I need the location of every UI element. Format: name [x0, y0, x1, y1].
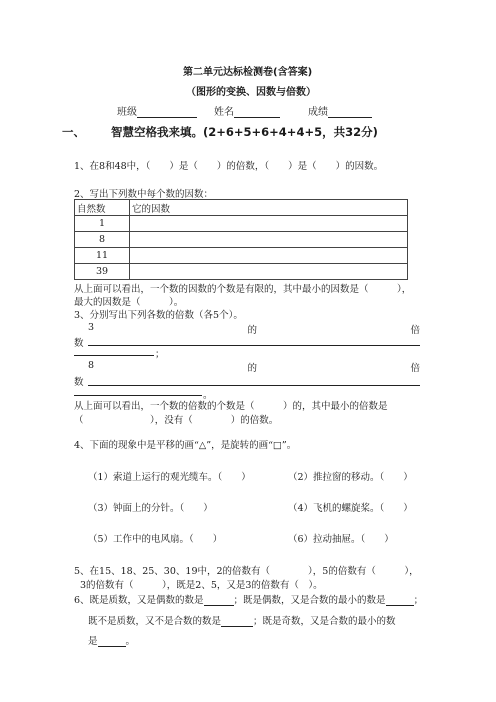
score-blank[interactable]: [328, 107, 372, 118]
question-5-line-2: 3的倍数有（ ），既是2、5，又是3的倍数有（ ）。: [80, 580, 323, 591]
q6-text-2a: 既不是质数，又不是合数的数是: [88, 616, 222, 627]
q4-item-2: （2）推拉窗的移动。（ ）: [288, 472, 413, 483]
row-number: 8: [75, 232, 130, 248]
q6-text-1c: ；: [413, 595, 424, 606]
factors-table: [74, 199, 408, 280]
multiples-8-answer-line-2[interactable]: [74, 395, 202, 396]
multiples-3-number: 3: [88, 322, 95, 333]
multiples-8-shu: 数: [74, 377, 84, 388]
question-2-conclusion-2: 最大的因数是（ ）。: [74, 297, 184, 308]
multiples-of-8-row: [88, 360, 420, 374]
multiples-3-answer-line-2[interactable]: [74, 355, 154, 356]
table-row: [75, 232, 408, 248]
factor-answer-cell[interactable]: [130, 248, 408, 264]
table-row: [75, 248, 408, 264]
multiples-3-bei: 倍: [410, 325, 420, 336]
section-number: 一、: [62, 125, 85, 139]
q6-text-2b: ；既是奇数，又是合数的最小的数: [253, 616, 396, 627]
multiples-8-de: 的: [247, 363, 258, 374]
class-blank[interactable]: [137, 107, 197, 118]
factor-answer-cell[interactable]: [130, 264, 408, 280]
section-heading: [62, 124, 378, 140]
q4-item-5: （5）工作中的电风扇。（ ）: [88, 534, 223, 545]
question-3-conclusion-2: （ ），没有（ ）的倍数。: [74, 415, 279, 426]
multiples-3-shu: 数: [74, 338, 84, 349]
score-label: 成绩: [308, 107, 328, 118]
class-label: 班级: [117, 107, 137, 118]
q6-text-3b: 。: [125, 636, 136, 647]
multiples-3-answer-line[interactable]: [88, 345, 420, 346]
multiples-3-de: 的: [247, 325, 258, 336]
q4-item-4: （4）飞机的螺旋桨。（ ）: [288, 503, 413, 514]
table-row: [75, 264, 408, 280]
multiples-8-answer-line[interactable]: [88, 385, 420, 386]
page-subtitle: （图形的变换、因数与倍数）: [186, 87, 316, 98]
row-number: 1: [75, 216, 130, 232]
col-factors: 它的因数: [130, 200, 408, 216]
q6-text-1b: ；既是偶数，又是合数的最小的数是: [233, 595, 386, 606]
q4-item-1: （1）索道上运行的观光缆车。（ ）: [88, 472, 251, 483]
q4-item-3: （3）钟面上的分针。（ ）: [88, 503, 213, 514]
multiples-8-end: 。: [203, 390, 213, 401]
multiples-of-3-row: [88, 322, 420, 336]
question-2-prompt: 2、写出下列数中每个数的因数：: [74, 189, 214, 200]
question-6-line-3: [88, 633, 135, 647]
name-label: 姓名: [214, 107, 234, 118]
q6-text-1a: 6、既是质数，又是偶数的数是: [74, 595, 204, 606]
name-blank[interactable]: [234, 107, 280, 118]
question-6-line-2: [88, 613, 396, 627]
table-row: [75, 216, 408, 232]
multiples-3-end: ；: [155, 349, 165, 360]
question-1: 1、在8和48中，（ ）是（ ）的倍数，（ ）是（ ）的因数。: [74, 161, 384, 172]
col-natural-number: 自然数: [75, 200, 130, 216]
question-3-prompt: 3、分别写出下列各数的倍数（各5个）。: [74, 310, 243, 321]
q6-blank-4[interactable]: [98, 636, 126, 647]
q4-item-6: （6）拉动抽屉。（ ）: [288, 534, 394, 545]
question-4-prompt: 4、下面的现象中是平移的画“△”，是旋转的画“□”。: [74, 440, 297, 451]
factor-answer-cell[interactable]: [130, 232, 408, 248]
question-3-conclusion-1: 从上面可以看出，一个数的倍数的个数是（ ）的，其中最小的倍数是: [74, 401, 388, 412]
q6-blank-1[interactable]: [204, 595, 234, 606]
factor-answer-cell[interactable]: [130, 216, 408, 232]
row-number: 11: [75, 248, 130, 264]
multiples-8-number: 8: [88, 360, 95, 371]
q6-blank-3[interactable]: [221, 616, 253, 627]
name-field: [214, 103, 280, 118]
question-5-line-1: 5、在15、18、25、30、19中，2的倍数有（ ），5的倍数有（ ），: [74, 566, 419, 577]
page-title: 第二单元达标检测卷(含答案): [183, 67, 313, 78]
section-title: 智慧空格我来填。(2+6+5+6+4+4+5，共32分): [111, 125, 378, 139]
multiples-8-bei: 倍: [410, 363, 420, 374]
class-field: [117, 103, 197, 118]
q6-blank-2[interactable]: [386, 595, 414, 606]
table-header-row: [75, 200, 408, 216]
score-field: [308, 103, 372, 118]
row-number: 39: [75, 264, 130, 280]
question-2-conclusion-1: 从上面可以看出，一个数的因数的个数是有限的，其中最小的因数是（ ），: [74, 284, 412, 295]
question-6-line-1: [74, 592, 423, 606]
q6-text-3a: 是: [88, 636, 98, 647]
